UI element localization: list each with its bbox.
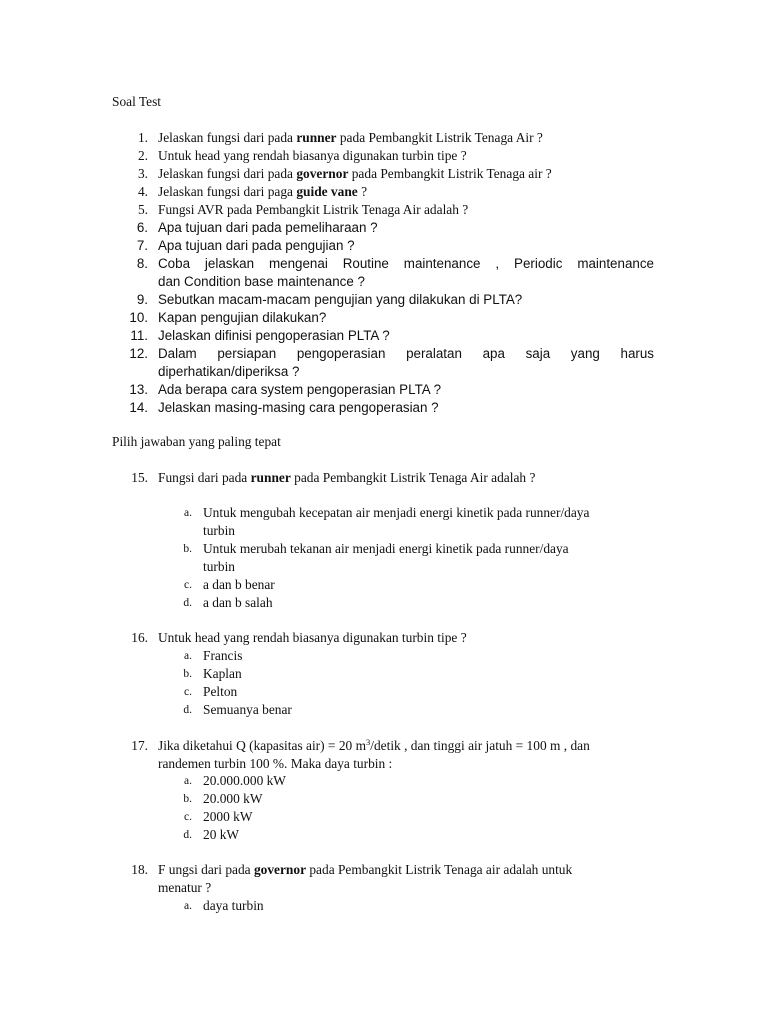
question-item: 8. Coba jelaskan mengenai Routine maintenance , Periodic maintenance dan Condition base maintenance ? xyxy=(136,256,654,289)
answer-option: c. 2000 kW xyxy=(184,809,253,824)
answer-option: a. 20.000.000 kW xyxy=(184,773,286,788)
question-item: 11. Jelaskan difinisi pengoperasian PLTA ? xyxy=(130,328,390,343)
question-item: 4. Jelaskan fungsi dari paga guide vane ? xyxy=(137,184,368,199)
answer-option: b. 20.000 kW xyxy=(183,791,263,806)
answer-option: a. Francis xyxy=(184,648,243,663)
question-item: 1. Jelaskan fungsi dari pada runner pada Pembangkit Listrik Tenaga Air ? xyxy=(137,130,543,145)
question-item: 14. Jelaskan masing-masing cara pengoperasian ? xyxy=(129,400,439,415)
question-item: 16. Untuk head yang rendah biasanya digunakan turbin tipe ? xyxy=(131,630,467,645)
answer-option: a. daya turbin xyxy=(184,898,264,913)
section-heading: Pilih jawaban yang paling tepat xyxy=(112,434,281,449)
question-item: 12. Dalam persiapan pengoperasian peralatan apa saja yang harus diperhatikan/diperiksa ? xyxy=(129,346,654,379)
question-item: 2. Untuk head yang rendah biasanya digunakan turbin tipe ? xyxy=(137,148,467,163)
answer-option: c. Pelton xyxy=(184,684,238,699)
question-item: 6. Apa tujuan dari pada pemeliharaan ? xyxy=(136,220,378,235)
answer-option: d. a dan b salah xyxy=(183,595,273,610)
answer-option: a. Untuk mengubah kecepatan air menjadi energi kinetik pada runner/daya turbin xyxy=(184,505,590,538)
question-item: 9. Sebutkan macam-macam pengujian yang dilakukan di PLTA? xyxy=(136,292,523,307)
question-item: 17. Jika diketahui Q (kapasitas air) = 20 $m^3$/detik , dan tinggi air jatuh = 100 m , dan randemen turbin 100 %. Maka daya turbin : xyxy=(131,737,590,771)
question-item: 7. Apa tujuan dari pada pengujian ? xyxy=(136,238,355,253)
question-item: 3. Jelaskan fungsi dari pada governor pada Pembangkit Listrik Tenaga air ? xyxy=(137,166,552,181)
question-item: 15. Fungsi dari pada runner pada Pembangkit Listrik Tenaga Air adalah ? xyxy=(131,470,536,485)
question-item: 10. Kapan pengujian dilakukan? xyxy=(129,310,327,325)
question-item: 13. Ada berapa cara system pengoperasian PLTA ? xyxy=(129,382,442,397)
answer-option: c. a dan b benar xyxy=(184,577,275,592)
question-item: 18. F ungsi dari pada governor pada Pembangkit Listrik Tenaga air adalah untuk menatur ? xyxy=(131,862,573,895)
answer-option: d. Semuanya benar xyxy=(183,702,292,717)
question-item: 5. Fungsi AVR pada Pembangkit Listrik Tenaga Air adalah ? xyxy=(137,202,469,217)
answer-option: b. Untuk merubah tekanan air menjadi energi kinetik pada runner/daya turbin xyxy=(183,541,569,574)
document-title: Soal Test xyxy=(112,94,162,109)
answer-option: b. Kaplan xyxy=(183,666,242,681)
answer-option: d. 20 kW xyxy=(183,827,240,842)
